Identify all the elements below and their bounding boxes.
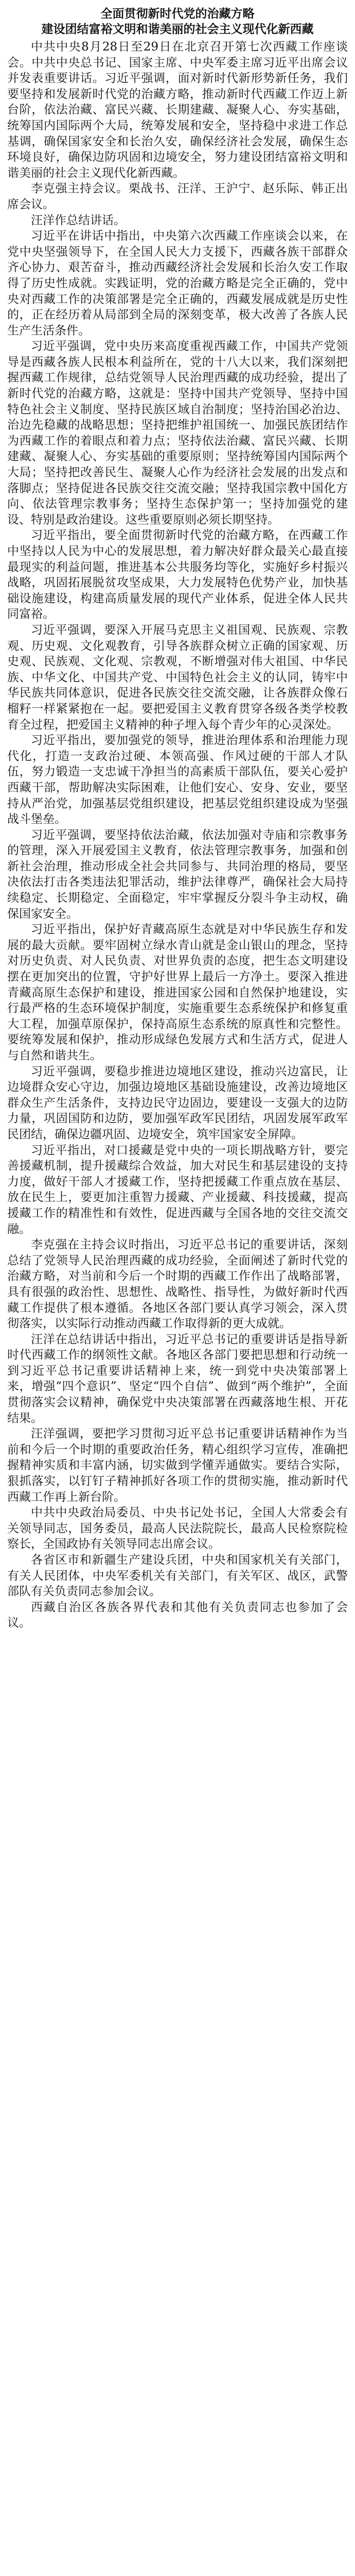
paragraph: 习近平强调，要坚持依法治藏，依法加强对寺庙和宗教事务的管理，深入开展爱国主义教育，依法管理宗教事务，加强和创新社会治理，推动形成全社会共同参与、共同治理的格局，要坚决依法打击各类违法犯罪活动，维护法律尊严，确保社会大局持续稳定、长期稳定、全面稳定，牢牢掌握反分裂斗争主动权，确保国家安全。 [7, 828, 348, 921]
paragraph: 李克强在主持会议时指出，习近平总书记的重要讲话，深刻总结了党领导人民治理西藏的成功经验，全面阐述了新时代党的治藏方略，对当前和今后一个时期的西藏工作作出了战略部署，具有很强的政治性、思想性、战略性、指导性，为做好新时代西藏工作提供了根本遵循。各地区各部门要认真学习领会，深入贯彻落实，以实际行动推动西藏工作取得新的更大成就。 [7, 1238, 348, 1331]
paragraph: 汪洋作总结讲话。 [31, 213, 126, 227]
paragraph: 中共中央8月28日至29日在北京召开第七次西藏工作座谈会。中共中央总书记、国家主席、中央军委主席习近平出席会议并发表重要讲话。习近平强调，面对新时代新形势新任务，我们要坚持和发展新时代党的治藏方略，推动新时代西藏工作迈上新台阶，依法治藏、富民兴藏、长期建藏、凝聚人心、夯实基础，统筹国内国际两个大局，统筹发展和安全，坚持稳中求进工作总基调，确保国家安全和长治久安，确保经济社会发展，确保生态环境良好，确保边防巩固和边境安全，努力建设团结富裕文明和谐美丽的社会主义现代化新西藏。 [7, 40, 348, 180]
paragraph: 习近平强调，党中央历来高度重视西藏工作，中国共产党领导是西藏各族人民根本利益所在，党的十八大以来，我们深刻把握西藏工作规律，总结党领导人民治理西藏的成功经验，提出了新时代党的治藏方略，这就是：坚持中国共产党领导、坚持中国特色社会主义制度、坚持民族区域自治制度；坚持治国必治边、治边先稳藏的战略思想；坚持把维护祖国统一、加强民族团结作为西藏工作的着眼点和着力点；坚持依法治藏、富民兴藏、长期建藏、凝聚人心、夯实基础的重要原则；坚持统筹国内国际两个大局；坚持把改善民生、凝聚人心作为经济社会发展的出发点和落脚点；坚持促进各民族交往交流交融；坚持我国宗教中国化方向、依法管理宗教事务；坚持生态保护第一；坚持加强党的建设、特别是政治建设。这些重要原则必须长期坚持。 [7, 340, 348, 527]
paragraph: 习近平指出，要加强党的领导，推进治理体系和治理能力现代化，打造一支政治过硬、本领高强、作风过硬的干部人才队伍，努力锻造一支忠诚干净担当的高素质干部队伍，要关心爱护西藏干部，帮助解决实际困难，让他们安心、安身、安业，要坚持从严治党，加强基层党组织建设，把基层党组织建设成为坚强战斗堡垒。 [7, 734, 348, 826]
paragraph: 习近平在讲话中指出，中央第六次西藏工作座谈会以来，在党中央坚强领导下，在全国人民大力支援下，西藏各族干部群众齐心协力、艰苦奋斗，推动西藏经济社会发展和长治久安工作取得了历史性成就。实践证明，党的治藏方略是完全正确的，党中央对西藏工作的决策部署是完全正确的，西藏发展成就是历史性的，正在经历着从局部到全局的深刻变革，极大改善了各族人民生产生活条件。 [7, 229, 348, 337]
article-body [7, 39, 348, 1631]
paragraph: 习近平指出，对口援藏是党中央的一项长期战略方针，要完善援藏机制，提升援藏综合效益，加大对民生和基层建设的支持力度，做好干部人才援藏工作，坚持把援藏工作重点放在基层、放在民生上，要更加注重智力援藏、产业援藏、科技援藏，提高援藏工作的精准性和有效性，促进西藏与全国各地的交往交流交融。 [7, 1143, 348, 1236]
paragraph: 习近平指出，要全面贯彻新时代党的治藏方略，在西藏工作中坚持以人民为中心的发展思想，着力解决好群众最关心最直接最现实的利益问题，推进基本公共服务均等化，实施好乡村振兴战略，巩固拓展脱贫攻坚成果，大力发展特色优势产业，加快基础设施建设，构建高质量发展的现代产业体系，促进全体人民共同富裕。 [7, 529, 348, 621]
article-title: 全面贯彻新时代党的治藏方略 [100, 7, 255, 21]
paragraph: 习近平强调，要深入开展马克思主义祖国观、民族观、宗教观、历史观、文化观教育，引导各族群众树立正确的国家观、历史观、民族观、文化观、宗教观，不断增强对伟大祖国、中华民族、中华文化、中国共产党、中国特色社会主义的认同，铸牢中华民族共同体意识，促进各民族交往交流交融，让各族群众像石榴籽一样紧紧抱在一起。要把爱国主义教育贯穿各级各类学校教育全过程，把爱国主义精神的种子埋入每个青少年的心灵深处。 [7, 623, 348, 732]
paragraph: 中共中央政治局委员、中央书记处书记，全国人大常委会有关领导同志，国务委员，最高人民法院院长，最高人民检察院检察长，全国政协有关领导同志出席会议。 [7, 1506, 348, 1551]
paragraph: 汪洋在总结讲话中指出，习近平总书记的重要讲话是指导新时代西藏工作的纲领性文献。各地区各部门要把思想和行动统一到习近平总书记重要讲话精神上来，统一到党中央决策部署上来，增强“四个意识”、坚定“四个自信”、做到“两个维护”，全面贯彻落实会议精神，确保党中央决策部署在西藏落地生根、开花结果。 [7, 1332, 348, 1425]
paragraph: 李克强主持会议。栗战书、汪洋、王沪宁、赵乐际、韩正出席会议。 [7, 182, 348, 211]
article-subtitle: 建设团结富裕文明和谐美丽的社会主义现代化新西藏 [41, 22, 314, 36]
paragraph: 西藏自治区各族各界代表和其他有关负责同志也参加了会议。 [7, 1600, 348, 1630]
paragraph: 汪洋强调，要把学习贯彻习近平总书记重要讲话精神作为当前和今后一个时期的重要政治任务，精心组织学习宣传，准确把握精神实质和丰富内涵，切实做到学懂弄通做实。要结合实际，狠抓落实，以钉钉子精神抓好各项工作的贯彻实施，推动新时代西藏工作再上新台阶。 [7, 1427, 348, 1504]
paragraph: 各省区市和新疆生产建设兵团，中央和国家机关有关部门，有关人民团体，中央军委机关有关部门，有关军区、战区，武警部队有关负责同志参加会议。 [7, 1553, 348, 1599]
paragraph: 习近平强调，要稳步推进边境地区建设，推动兴边富民，让边境群众安心守边，加强边境地区基础设施建设，改善边境地区群众生产生活条件，支持边民守边固边，要建设一支强大的边防力量，巩固国防和边防，要加强军政军民团结，巩固发展军政军民团结，确保边疆巩固、边境安全，筑牢国家安全屏障。 [7, 1064, 348, 1141]
paragraph: 习近平指出，保护好青藏高原生态就是对中华民族生存和发展的最大贡献。要牢固树立绿水青山就是金山银山的理念，坚持对历史负责、对人民负责、对世界负责的态度，把生态文明建设摆在更加突出的位置，守护好世界上最后一方净土。要深入推进青藏高原生态保护和建设，推进国家公园和自然保护地建设，实行最严格的生态环境保护制度，实施重要生态系统保护和修复重大工程，加强草原保护，保持高原生态系统的原真性和完整性。要统筹发展和保护，推动形成绿色发展方式和生活方式，促进人与自然和谐共生。 [7, 923, 348, 1062]
